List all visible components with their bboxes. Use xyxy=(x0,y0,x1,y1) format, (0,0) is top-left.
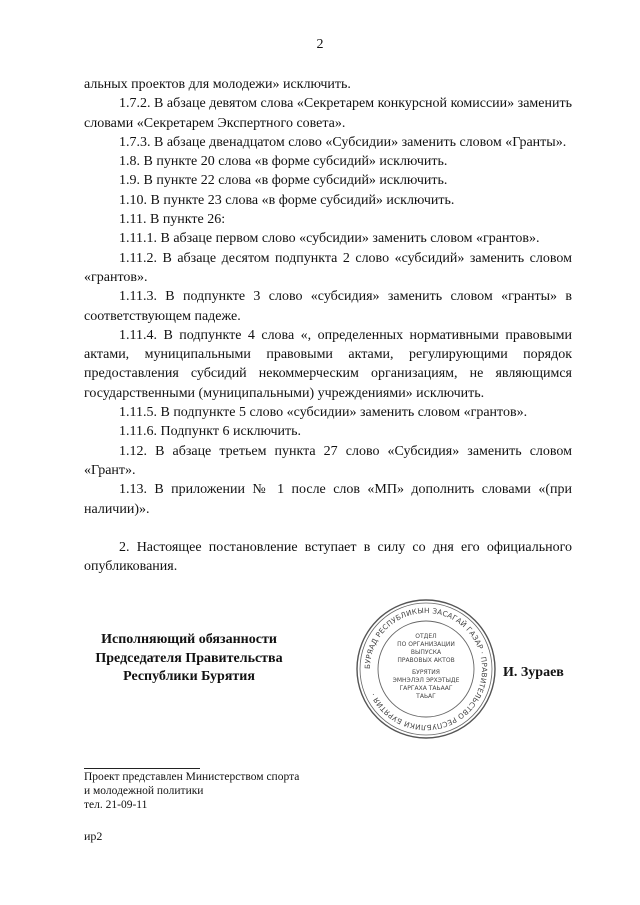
paragraph-1-11-2: 1.11.2. В абзаце десятом подпункта 2 слово «субсидий» заменить словом «грантов». xyxy=(84,250,572,285)
signatory-title-line-1: Исполняющий обязанности xyxy=(101,632,277,647)
signatory-title xyxy=(84,631,294,687)
paragraph-1-11-5: 1.11.5. В подпункте 5 слово «субсидии» заменить словом «грантов». xyxy=(119,405,528,421)
document-body xyxy=(84,75,572,576)
seal-text-line-2: ПО ОРГАНИЗАЦИИ xyxy=(397,641,455,648)
seal-text-line-6: ЭМНЭЛЭЛ ЭРХЭТЫДЕ xyxy=(392,677,460,684)
seal-text-line-7: ГАРГАХА ТАЬААГ xyxy=(399,685,453,692)
footnote-divider xyxy=(84,768,200,769)
paragraph-1-7-3: 1.7.3. В абзаце двенадцатом слово «Субсидии» заменить словом «Гранты». xyxy=(119,134,567,150)
footnote-line-1: Проект представлен Министерством спорта xyxy=(84,771,300,783)
paragraph-1-11-6: 1.11.6. Подпункт 6 исключить. xyxy=(119,424,301,440)
seal-ring-text: БУРЯАД РЕСПУБЛИКЫН ЗАСАГАЙ ГАЗАР · ПРАВИТЕЛЬСТВО РЕСПУБЛИКИ БУРЯТИЯ · xyxy=(362,605,490,733)
paragraph-1-11-1: 1.11.1. В абзаце первом слово «субсидии» заменить словом «грантов». xyxy=(119,231,540,247)
footnote-line-2: и молодежной политики xyxy=(84,785,204,797)
official-seal-stamp xyxy=(355,598,497,740)
paragraph-1-10: 1.10. В пункте 23 слова «в форме субсидий» исключить. xyxy=(119,192,455,208)
seal-text-line-5: БУРЯТИЯ xyxy=(412,669,440,676)
seal-text-line-3: ВЫПУСКА xyxy=(410,649,442,656)
page-number: 2 xyxy=(316,37,324,52)
footnote xyxy=(84,770,299,812)
signatory-title-line-2: Председателя Правительства xyxy=(95,650,283,666)
signer-name: И. Зураев xyxy=(503,665,564,680)
paragraph-1-11-3: 1.11.3. В подпункте 3 слово «субсидия» заменить словом «гранты» в соответствующем падеже. xyxy=(84,289,572,324)
document-code: ир2 xyxy=(84,829,103,843)
paragraph-1-13: 1.13. В приложении № 1 после слов «МП» дополнить словами «(при наличии)». xyxy=(84,482,572,517)
paragraph-1-8: 1.8. В пункте 20 слова «в форме субсидий» исключить. xyxy=(119,154,448,170)
paragraph-1-9: 1.9. В пункте 22 слова «в форме субсидий» исключить. xyxy=(119,173,448,189)
paragraph-continuation: альных проектов для молодежи» исключить. xyxy=(84,77,351,92)
seal-text-line-8: ТАЬАГ xyxy=(416,693,436,700)
paragraph-2-effective-date: 2. Настоящее постановление вступает в силу со дня его официального опубликования. xyxy=(84,539,572,575)
paragraph-1-11: 1.11. В пункте 26: xyxy=(119,212,226,228)
seal-text-line-1: ОТДЕЛ xyxy=(415,633,437,640)
paragraph-1-7-2: 1.7.2. В абзаце девятом слова «Секретарем конкурсной комиссии» заменить словами «Секретарем Экспертного совета». xyxy=(84,96,572,131)
signatory-title-line-3: Республики Бурятия xyxy=(123,669,255,684)
paragraph-1-11-4: 1.11.4. В подпункте 4 слова «, определенных нормативными правовыми актами, муниципальными правовыми актами, регулирующими порядок предоставления субсидий некоммерческим организациям, не являющимся государственными (муниципальными) учреждениями» исключить. xyxy=(84,327,572,401)
paragraph-1-12: 1.12. В абзаце третьем пункта 27 слово «Субсидия» заменить словом «Грант». xyxy=(84,443,572,478)
footnote-phone: тел. 21-09-11 xyxy=(84,799,148,811)
seal-text-line-4: ПРАВОВЫХ АКТОВ xyxy=(397,657,455,664)
